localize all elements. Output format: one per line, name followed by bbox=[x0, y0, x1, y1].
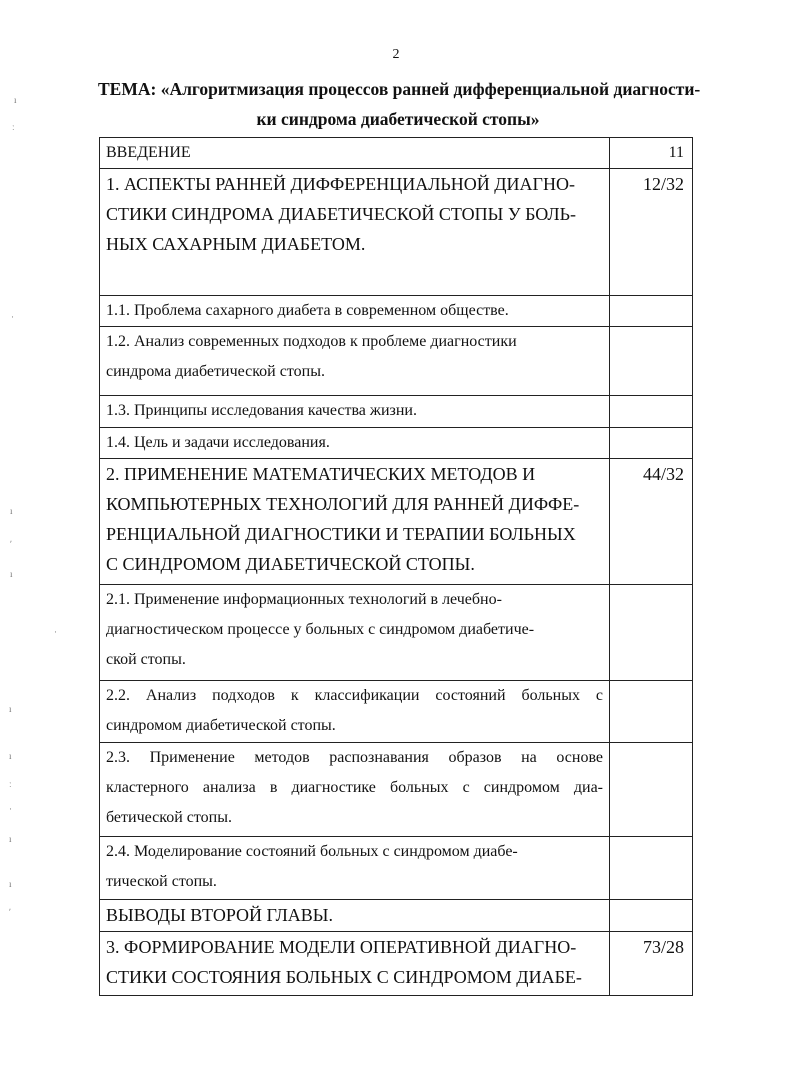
toc-entry-section-2-3: 2.3. Применение методов распознавания образов на основе кластерного анализа в диагностике больных с синдромом диа- бетической стопы. bbox=[100, 743, 610, 837]
toc-entry-conclusions-2: ВЫВОДЫ ВТОРОЙ ГЛАВЫ. bbox=[100, 900, 610, 932]
scan-speck: ı bbox=[14, 95, 17, 105]
toc-pages-section-2-4 bbox=[610, 837, 693, 900]
toc-entry-intro: ВВЕДЕНИЕ bbox=[100, 138, 610, 169]
toc-pages-chapter-3: 73/28 bbox=[610, 932, 693, 996]
toc-entry-section-2-2: 2.2. Анализ подходов к классификации состояний больных с синдромом диабетической стопы. bbox=[100, 681, 610, 743]
scan-speck: ʹ bbox=[9, 907, 11, 917]
toc-pages-section-1-1 bbox=[610, 296, 693, 327]
toc-row-section-2-3 bbox=[100, 743, 693, 837]
toc-entry-chapter-3: 3. ФОРМИРОВАНИЕ МОДЕЛИ ОПЕРАТИВНОЙ ДИАГНО- СТИКИ СОСТОЯНИЯ БОЛЬНЫХ С СИНДРОМОМ ДИАБЕ- bbox=[100, 932, 610, 996]
scan-speck: ı bbox=[9, 834, 12, 844]
toc-row-chapter-3 bbox=[100, 932, 693, 996]
toc-entry-section-1-2: 1.2. Анализ современных подходов к проблеме диагностики синдрома диабетической стопы. bbox=[100, 327, 610, 396]
toc-row-section-1-1 bbox=[100, 296, 693, 327]
scan-speck: · bbox=[54, 627, 57, 637]
scan-speck: ʹ bbox=[10, 539, 12, 549]
toc-entry-section-1-3: 1.3. Принципы исследования качества жизни. bbox=[100, 396, 610, 428]
toc-pages-conclusions-2 bbox=[610, 900, 693, 932]
title-line-2: ки синдрома диабетической стопы» bbox=[256, 109, 540, 129]
toc-row-section-2-1 bbox=[100, 585, 693, 681]
scan-speck: ː bbox=[9, 779, 12, 789]
toc-pages-section-2-2 bbox=[610, 681, 693, 743]
toc-entry-section-1-1: 1.1. Проблема сахарного диабета в современном обществе. bbox=[100, 296, 610, 327]
toc-row-chapter-1 bbox=[100, 169, 693, 296]
scan-speck: ː bbox=[12, 122, 15, 132]
toc-pages-section-2-3 bbox=[610, 743, 693, 837]
scan-speck: ı bbox=[9, 751, 12, 761]
toc-pages-section-1-4 bbox=[610, 428, 693, 459]
document-title bbox=[98, 74, 701, 134]
toc-row-section-1-4 bbox=[100, 428, 693, 459]
toc-pages-chapter-1: 12/32 bbox=[610, 169, 693, 296]
page-number: 2 bbox=[392, 47, 400, 62]
scan-speck: ı bbox=[10, 506, 13, 516]
toc-pages-chapter-2: 44/32 bbox=[610, 459, 693, 585]
toc-pages-section-1-2 bbox=[610, 327, 693, 396]
toc-entry-section-1-4: 1.4. Цель и задачи исследования. bbox=[100, 428, 610, 459]
toc-entry-section-2-1: 2.1. Применение информационных технологий в лечебно- диагностическом процессе у больных с синдромом диабетиче- ской стопы. bbox=[100, 585, 610, 681]
table-of-contents bbox=[99, 137, 693, 996]
toc-row-section-2-4 bbox=[100, 837, 693, 900]
toc-entry-chapter-1: 1. АСПЕКТЫ РАННЕЙ ДИФФЕРЕНЦИАЛЬНОЙ ДИАГНО- СТИКИ СИНДРОМА ДИАБЕТИЧЕСКОЙ СТОПЫ У БОЛЬ- НЫХ САХАРНЫМ ДИАБЕТОМ. bbox=[100, 169, 610, 296]
toc-row-intro bbox=[100, 138, 693, 169]
scan-speck: · bbox=[11, 312, 14, 322]
toc-row-section-2-2 bbox=[100, 681, 693, 743]
toc-pages-section-2-1 bbox=[610, 585, 693, 681]
scan-speck: ı bbox=[10, 569, 13, 579]
toc-row-section-1-3 bbox=[100, 396, 693, 428]
toc-row-chapter-2 bbox=[100, 459, 693, 585]
toc-row-conclusions-2 bbox=[100, 900, 693, 932]
title-line-1: ТЕМА: «Алгоритмизация процессов ранней дифференциальной диагности- bbox=[98, 79, 701, 99]
toc-row-section-1-2 bbox=[100, 327, 693, 396]
toc-entry-chapter-2: 2. ПРИМЕНЕНИЕ МАТЕМАТИЧЕСКИХ МЕТОДОВ И КОМПЬЮТЕРНЫХ ТЕХНОЛОГИЙ ДЛЯ РАННЕЙ ДИФФЕ- РЕНЦИАЛЬНОЙ ДИАГНОСТИКИ И ТЕРАПИИ БОЛЬНЫХ С СИНДРОМОМ ДИАБЕТИЧЕСКОЙ СТОПЫ. bbox=[100, 459, 610, 585]
toc-pages-intro: 11 bbox=[610, 138, 693, 169]
scan-speck: · bbox=[9, 804, 12, 814]
scan-speck: ı bbox=[9, 879, 12, 889]
scan-speck: ı bbox=[9, 704, 12, 714]
toc-entry-section-2-4: 2.4. Моделирование состояний больных с синдромом диабе- тической стопы. bbox=[100, 837, 610, 900]
toc-pages-section-1-3 bbox=[610, 396, 693, 428]
